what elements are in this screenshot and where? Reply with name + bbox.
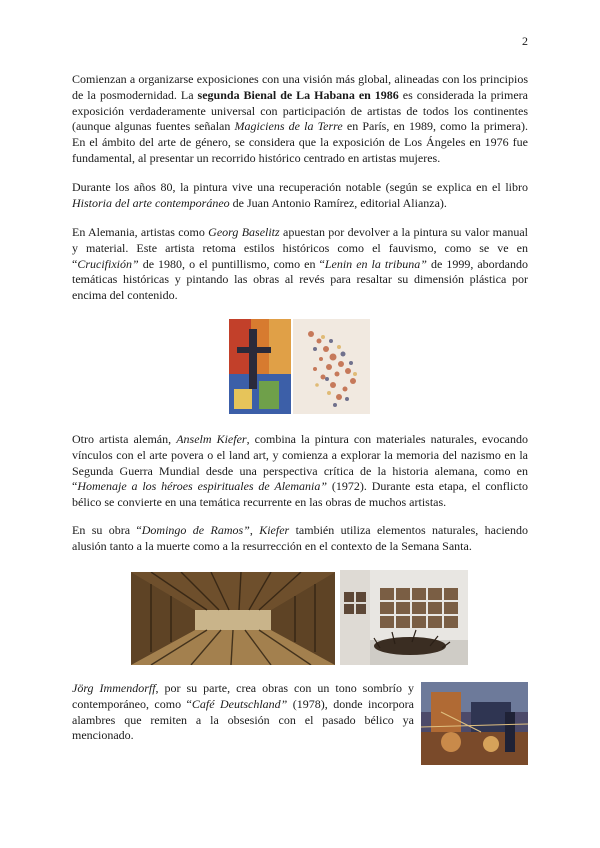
kiefer-interior-image: [131, 572, 335, 665]
kiefer-installation-image: [340, 570, 468, 665]
baselitz-crucifixion-image: [229, 319, 291, 414]
paragraph-biennials: Comienzan a organizarse exposiciones con una visión más global, alineadas con los principios de la posmodernidad. La segunda Bienal de La Habana en 1986 es considerada la primera exposición verdaderamente universal con participación de artistas de todos los continentes (aunque algunas fuentes señalan Magiciens de la Terre en París, en 1989, como la primera). En el ámbito del arte de género, se considera que la exposición de Los Ángeles en 1976 fue fundamental, al presentar un recorrido histórico centrado en artistas mujeres.: [72, 72, 529, 165]
paragraph-painting-80s: Durante los años 80, la pintura vive una recuperación notable (según se explica en el libro Historia del arte contemporáneo de Juan Antonio Ramírez, editorial Alianza).: [72, 180, 528, 210]
paragraph-baselitz: En Alemania, artistas como Georg Baselitz apuestan por devolver a la pintura su valor manual y material. Este artista retoma estilos históricos como el fauvismo, como se ve en “Crucifixión” de 1980, o el puntillismo, como en “Lenin en la tribuna” de 1999, abordando temáticas históricas y pintando las obras al revés para resaltar su dimensión plástica por encima del contenido.: [72, 225, 528, 303]
page-number: 2: [522, 34, 528, 48]
immendorff-cafe-deutschland-image: [421, 682, 528, 765]
paragraph-domingo-ramos: En su obra “Domingo de Ramos”, Kiefer también utiliza elementos naturales, haciendo alusión tanto a la muerte como a la resurrección en el contexto de la Semana Santa.: [72, 523, 528, 553]
paragraph-kiefer: Otro artista alemán, Anselm Kiefer, combina la pintura con materiales naturales, evocando vínculos con el arte povera o el land art, y comienza a explorar la memoria del nazismo en la Segunda Guerra Mundial desde una perspectiva crítica de la historia alemana, como en “Homenaje a los héroes espirituales de Alemania” (1972). Durante esta etapa, el conflicto bélico se convierte en una temática recurrente en las obras de muchos artistas.: [72, 432, 529, 510]
paragraph-immendorff: Jörg Immendorff, por su parte, crea obras con un tono sombrío y contemporáneo, como “Café Deutschland” (1978), donde incorpora alambres que remiten a la obsesión con el pasado bélico ya mencionado.: [72, 681, 414, 743]
baselitz-lenin-image: [293, 319, 370, 414]
